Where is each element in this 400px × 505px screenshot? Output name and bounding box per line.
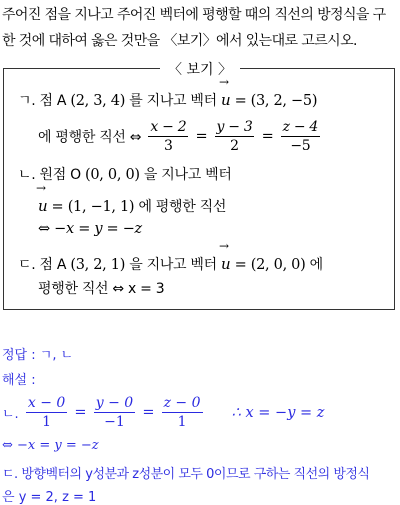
explain-na-marker: ㄴ.: [2, 407, 19, 422]
explain-fraction-y-num: y − 0: [95, 395, 134, 411]
explain-fraction-z-num: z − 0: [163, 395, 201, 411]
option-ga-fraction-z-num: z − 4: [282, 119, 319, 135]
option-na-vector-u: → u: [38, 197, 47, 215]
explain-na-line: [2, 394, 324, 431]
explain-fraction-z-den: 1: [177, 414, 187, 430]
option-ga-fraction-y-num: y − 3: [216, 119, 253, 135]
question-text: [2, 2, 398, 54]
question-line-1: 주어진 점을 지나고 주어진 벡터에 평행할 때의 직선의 방정식을 구: [2, 7, 386, 23]
explain-conclusion: ⇔ −x = y = −z: [2, 438, 99, 453]
explain-eqsign-1: =: [74, 404, 87, 421]
option-da-mid: 을 지나고 벡터: [129, 257, 217, 273]
option-ga-eqsign-2: =: [261, 128, 274, 145]
option-ga-pre: 점 A: [39, 93, 67, 109]
option-ga-line-1: [18, 90, 317, 110]
option-na-marker: ㄴ.: [18, 167, 36, 183]
answer-label: 정답 : ㄱ, ㄴ: [2, 348, 74, 363]
option-da-point: (3, 2, 1): [70, 257, 126, 273]
option-ga-marker: ㄱ.: [18, 93, 36, 109]
option-na-equation: ⇔ −x = y = −z: [38, 221, 142, 237]
option-ga-line2-pre: 에 평행한 직선 ⇔: [38, 129, 142, 146]
option-ga-eq: =: [234, 93, 247, 109]
option-ga-point: (2, 3, 4): [70, 93, 126, 109]
option-da-line-2: 평행한 직선 ⇔ x = 3: [38, 281, 165, 297]
explain-fraction-y: [94, 394, 135, 431]
option-ga-fraction-x-num: x − 2: [150, 119, 187, 135]
option-na-point: (0, 0, 0): [85, 167, 140, 183]
option-ga-line-2: [38, 118, 323, 155]
option-na-mid: 을 지나고 벡터: [143, 167, 232, 183]
option-na-line-2: [38, 196, 226, 216]
option-ga-fraction-y-den: 2: [230, 138, 239, 154]
explain-eqsign-2: =: [142, 404, 155, 421]
option-ga-fraction-z: [281, 118, 320, 155]
option-na-pre: 원점 O: [39, 167, 81, 183]
option-ga-fraction-y: [215, 118, 255, 155]
explain-fraction-x-den: 1: [42, 414, 52, 430]
option-da-pre: 점 A: [39, 257, 67, 273]
option-da-marker: ㄷ.: [18, 257, 36, 273]
option-ga-fraction-x: [148, 118, 188, 155]
explain-da-line-2: 은 y = 2, z = 1: [2, 490, 97, 505]
option-na-post: 에 평행한 직선: [138, 199, 227, 215]
option-da-vector: = (2, 0, 0): [234, 257, 306, 273]
explain-fraction-x: [26, 394, 67, 431]
option-na-vector: = (1, −1, 1): [51, 199, 135, 215]
explain-label: 해설 :: [2, 373, 36, 388]
explain-fraction-y-den: −1: [104, 414, 125, 430]
explain-therefore: ∴ x = −y = z: [231, 404, 325, 421]
option-da-vector-u: → u: [221, 255, 230, 273]
explain-fraction-z: [162, 394, 203, 431]
option-ga-fraction-z-den: −5: [290, 138, 311, 154]
explain-fraction-x-num: x − 0: [27, 395, 66, 411]
bogi-title: 〈 보기 〉: [160, 59, 240, 79]
option-ga-fraction-x-den: 3: [164, 138, 173, 154]
question-line-2: 한 것에 대하여 옳은 것만을 〈보기〉에서 있는대로 고르시오.: [2, 33, 357, 49]
option-da-line-1: [18, 254, 323, 274]
option-ga-vector: (3, 2, −5): [250, 93, 318, 109]
option-da-post: 에: [309, 257, 323, 273]
option-na-line-1: [18, 164, 232, 184]
option-ga-vector-u: → u: [221, 91, 230, 109]
option-ga-mid: 를 지나고 벡터: [129, 93, 217, 109]
option-ga-eqsign-1: =: [195, 128, 208, 145]
explain-da-line-1: ㄷ. 방향벡터의 y성분과 z성분이 모두 0이므로 구하는 직선의 방정식: [2, 467, 370, 482]
